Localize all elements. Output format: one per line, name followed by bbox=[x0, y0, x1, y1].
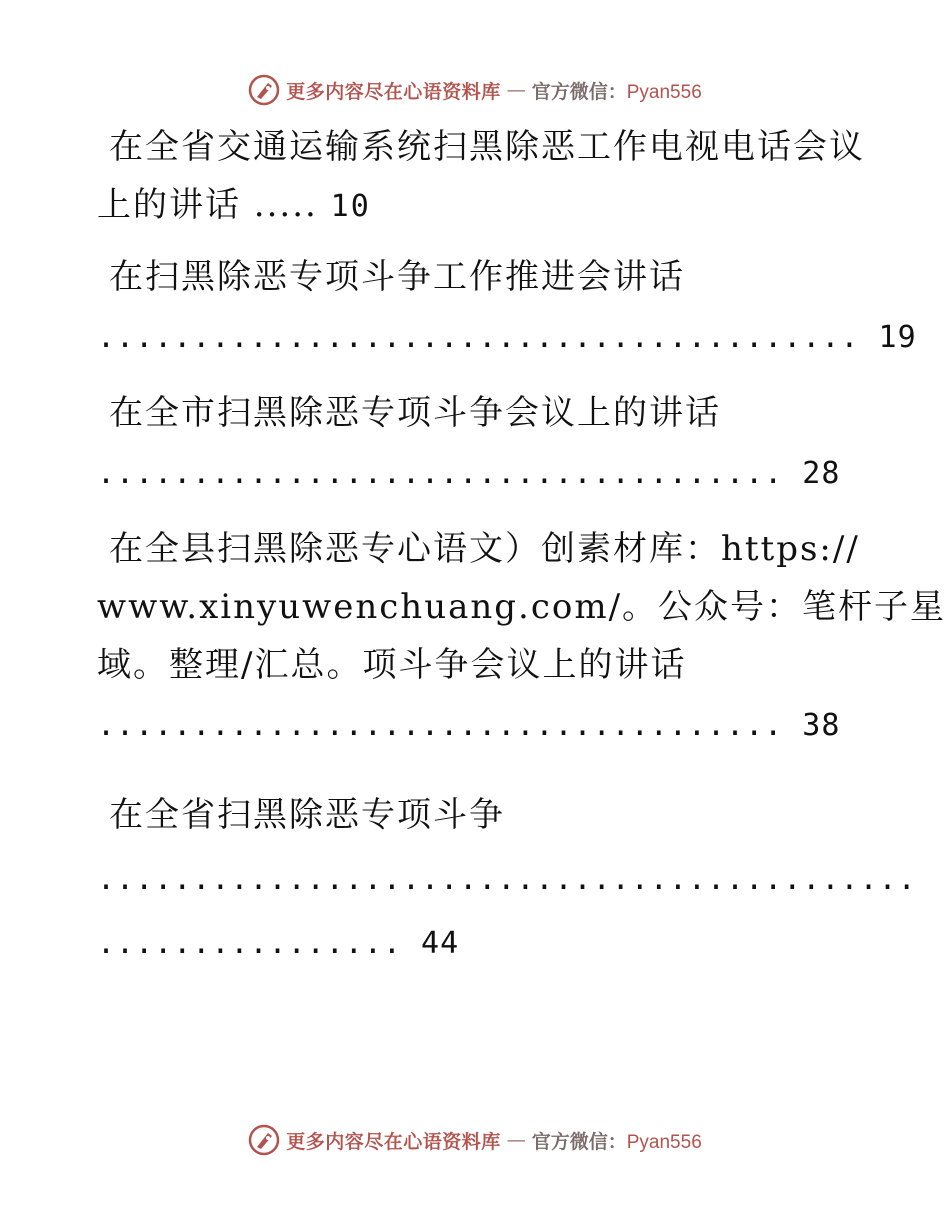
toc-entry[interactable] bbox=[97, 520, 947, 758]
watermark-contact bbox=[532, 77, 702, 104]
watermark-separator: — bbox=[506, 1129, 526, 1151]
toc-page-number: 38 bbox=[802, 708, 841, 743]
toc-entry[interactable] bbox=[97, 248, 917, 372]
toc-leader-dots: .................................... bbox=[97, 708, 784, 743]
toc-leader-line bbox=[97, 442, 857, 506]
toc-leader-line bbox=[97, 848, 917, 912]
toc-leader-line bbox=[97, 306, 917, 370]
toc-page-number: 19 bbox=[878, 320, 917, 355]
watermark-brand: 更多内容尽在心语资料库 bbox=[286, 80, 501, 103]
watermark-contact-label: 官方微信： bbox=[531, 1130, 627, 1153]
toc-entry-title-line: 在全县扫黑除恶专心语文）创素材库：https:// bbox=[109, 529, 860, 569]
toc-entry-title-line: 在全市扫黑除恶专项斗争会议上的讲话 bbox=[109, 393, 721, 433]
watermark-brand: 更多内容尽在心语资料库 bbox=[286, 1130, 501, 1153]
footer-watermark bbox=[0, 1120, 950, 1160]
table-of-contents bbox=[97, 118, 947, 976]
toc-entry-title-line bbox=[97, 176, 857, 234]
toc-page-number: 10 bbox=[330, 189, 371, 224]
toc-entry-title-line: 在全省交通运输系统扫黑除恶工作电视电话会议 bbox=[109, 127, 865, 167]
toc-leader-dots: ........................................... bbox=[97, 862, 917, 897]
toc-leader-line bbox=[97, 912, 857, 976]
toc-leader-dots: ........................................ bbox=[97, 320, 860, 355]
watermark-contact-label: 官方微信： bbox=[531, 80, 627, 103]
watermark-separator: — bbox=[506, 79, 526, 101]
toc-entry[interactable] bbox=[97, 384, 857, 508]
pen-nib-logo-icon bbox=[248, 1124, 280, 1156]
toc-leader-dots: .................................... bbox=[97, 456, 784, 491]
toc-leader-dots: ................ bbox=[97, 926, 402, 961]
toc-entry-title-line: 在全省扫黑除恶专项斗争 bbox=[109, 795, 505, 835]
pen-nib-logo-icon bbox=[248, 74, 280, 106]
toc-leader-line bbox=[97, 694, 857, 758]
toc-entry-title-line: 域。整理/汇总。项斗争会议上的讲话 bbox=[97, 645, 687, 685]
toc-entry-title-line: www.xinyuwenchuang.com/。公众号：笔杆子星 bbox=[97, 587, 947, 627]
toc-entry-title-line: 在扫黑除恶专项斗争工作推进会讲话 bbox=[109, 257, 685, 297]
header-watermark bbox=[0, 70, 950, 110]
toc-entry-title-text: 上的讲话 ..... bbox=[97, 185, 318, 225]
watermark-contact bbox=[532, 1127, 702, 1154]
toc-entry[interactable] bbox=[97, 786, 917, 976]
toc-entry[interactable] bbox=[97, 118, 865, 236]
watermark-contact-id: Pyan556 bbox=[626, 1131, 702, 1153]
toc-page-number: 28 bbox=[802, 456, 841, 491]
toc-page-number: 44 bbox=[421, 926, 460, 961]
watermark-contact-id: Pyan556 bbox=[626, 81, 702, 103]
